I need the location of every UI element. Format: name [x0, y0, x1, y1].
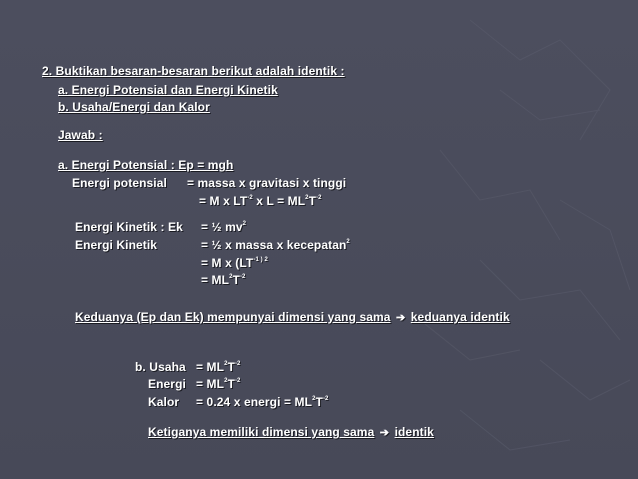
question-title: 2. Buktikan besaran-besaran berikut adalah identik :	[42, 64, 345, 78]
energi-label: Energi	[148, 377, 186, 391]
ek-equation-1: = ½ $mv^2$	[201, 220, 247, 234]
ek-equation-3: = M x ($LT^{-1 ) 2}$	[201, 256, 268, 270]
part-b-conclusion	[148, 425, 434, 439]
ek-equation-4: = $ML^2T^{-2}$	[201, 273, 246, 287]
usaha-label: b. Usaha	[135, 360, 186, 374]
ek-equation-2: = ½ x massa x kecepatan$^2$	[201, 238, 350, 252]
ek-label-2: Energi Kinetik	[75, 238, 158, 252]
usaha-equation: = $ML^2T^{-2}$	[196, 360, 241, 374]
ek-label-1: Energi Kinetik : Ek	[75, 220, 183, 234]
part-b-conclusion-text: Ketiganya memiliki dimensi yang sama	[148, 425, 375, 439]
ep-label: Energi potensial	[72, 176, 167, 190]
part-a-heading: a. Energi Potensial : Ep = mgh	[58, 158, 234, 172]
kalor-equation: = 0.24 x energi = $ML^2T^{-2}$	[196, 395, 329, 409]
item-b: b. Usaha/Energi dan Kalor	[58, 100, 210, 114]
ep-equation-1: = massa x gravitasi x tinggi	[187, 176, 347, 190]
item-a: a. Energi Potensial dan Energi Kinetik	[58, 83, 278, 97]
arrow-right-icon: ➔	[396, 312, 406, 324]
part-a-conclusion-text: Keduanya (Ep dan Ek) mempunyai dimensi yang sama	[75, 310, 391, 324]
jawab-label: Jawab :	[58, 128, 103, 142]
part-a-conclusion	[75, 310, 510, 324]
part-a-conclusion-result: keduanya identik	[410, 310, 510, 324]
ep-equation-2: = M x $LT^{-2}$ x $L = ML^2T^{-2}$	[199, 194, 322, 208]
energi-equation: = $ML^2T^{-2}$	[196, 377, 241, 391]
kalor-label: Kalor	[148, 395, 180, 409]
part-b-conclusion-result: identik	[394, 425, 434, 439]
arrow-right-icon: ➔	[379, 427, 390, 439]
